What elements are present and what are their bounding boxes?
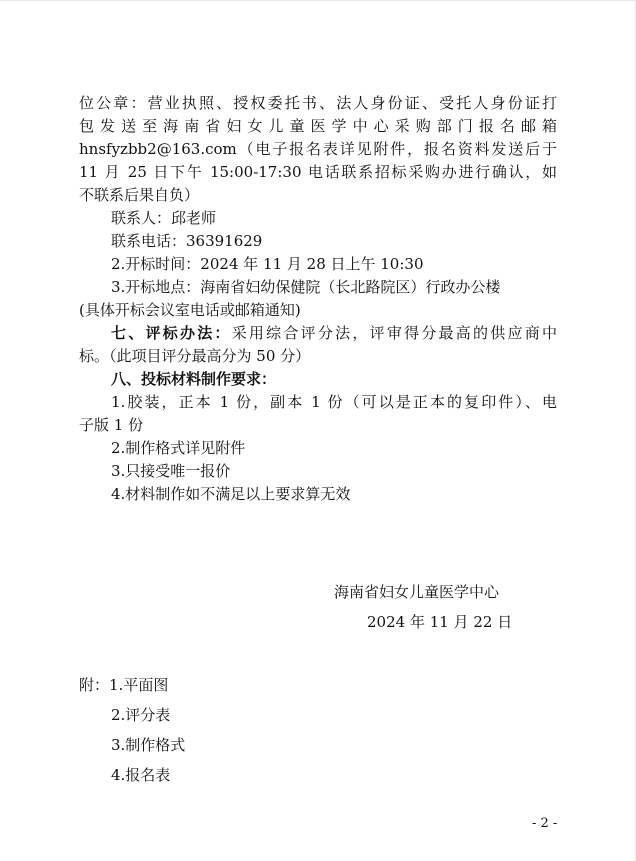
- section8-item1-line1: 1.胶装，正本 1 份，副本 1 份（可以是正本的复印件）、电: [111, 393, 557, 411]
- attachments-first-line: [79, 674, 557, 696]
- opening-place-line2: (具体开标会议室电话或邮箱通知): [79, 301, 301, 319]
- signature-organization: 海南省妇女儿童医学中心: [334, 583, 500, 601]
- section7-text-line2: 标。（此项目评分最高分为 50 分）: [79, 347, 311, 365]
- opening-time: 2.开标时间：2024 年 11 月 28 日上午 10:30: [111, 255, 424, 273]
- signature-date: 2024 年 11 月 22 日: [367, 613, 513, 631]
- section7-text: 采用综合评分法，评审得分最高的供应商中: [231, 324, 557, 342]
- attachment-item: 3.制作格式: [111, 736, 186, 754]
- registration-text-line2: 包发送至海南省妇女儿童医学中心采购部门报名邮箱: [79, 117, 557, 135]
- contact-person: 联系人：邱老师: [111, 209, 217, 227]
- attachments-prefix: 附：: [79, 676, 110, 694]
- page-number: - 2 -: [532, 816, 558, 831]
- contact-phone: 联系电话：36391629: [111, 232, 263, 250]
- registration-text-line3: hnsfyzbb2@163.com（电子报名表详见附件，报名资料发送后于: [79, 140, 557, 158]
- opening-place-line1: 3.开标地点：海南省妇幼保健院（长北路院区）行政办公楼: [111, 278, 501, 296]
- section8-item2: 2.制作格式详见附件: [111, 439, 246, 457]
- attachment-item: 4.报名表: [111, 766, 171, 784]
- section7-line1: [111, 322, 557, 344]
- page-edge-top: [0, 0, 636, 1]
- registration-text-line1: 位公章：营业执照、授权委托书、法人身份证、受托人身份证打: [79, 94, 557, 112]
- registration-text-line5: 不联系后果自负）: [79, 186, 200, 204]
- section7-heading: 七、评标办法：: [111, 324, 232, 342]
- section8-item3: 3.只接受唯一报价: [111, 462, 231, 480]
- section8-item4: 4.材料制作如不满足以上要求算无效: [111, 485, 351, 503]
- attachment-item: 2.评分表: [111, 706, 171, 724]
- section8-item1-line2: 子版 1 份: [79, 416, 144, 434]
- registration-text-line4: 11 月 25 日下午 15:00-17:30 电话联系招标采购办进行确认，如: [79, 163, 557, 181]
- attachment-item: 1.平面图: [109, 676, 169, 694]
- section8-heading: 八、投标材料制作要求：: [111, 370, 277, 388]
